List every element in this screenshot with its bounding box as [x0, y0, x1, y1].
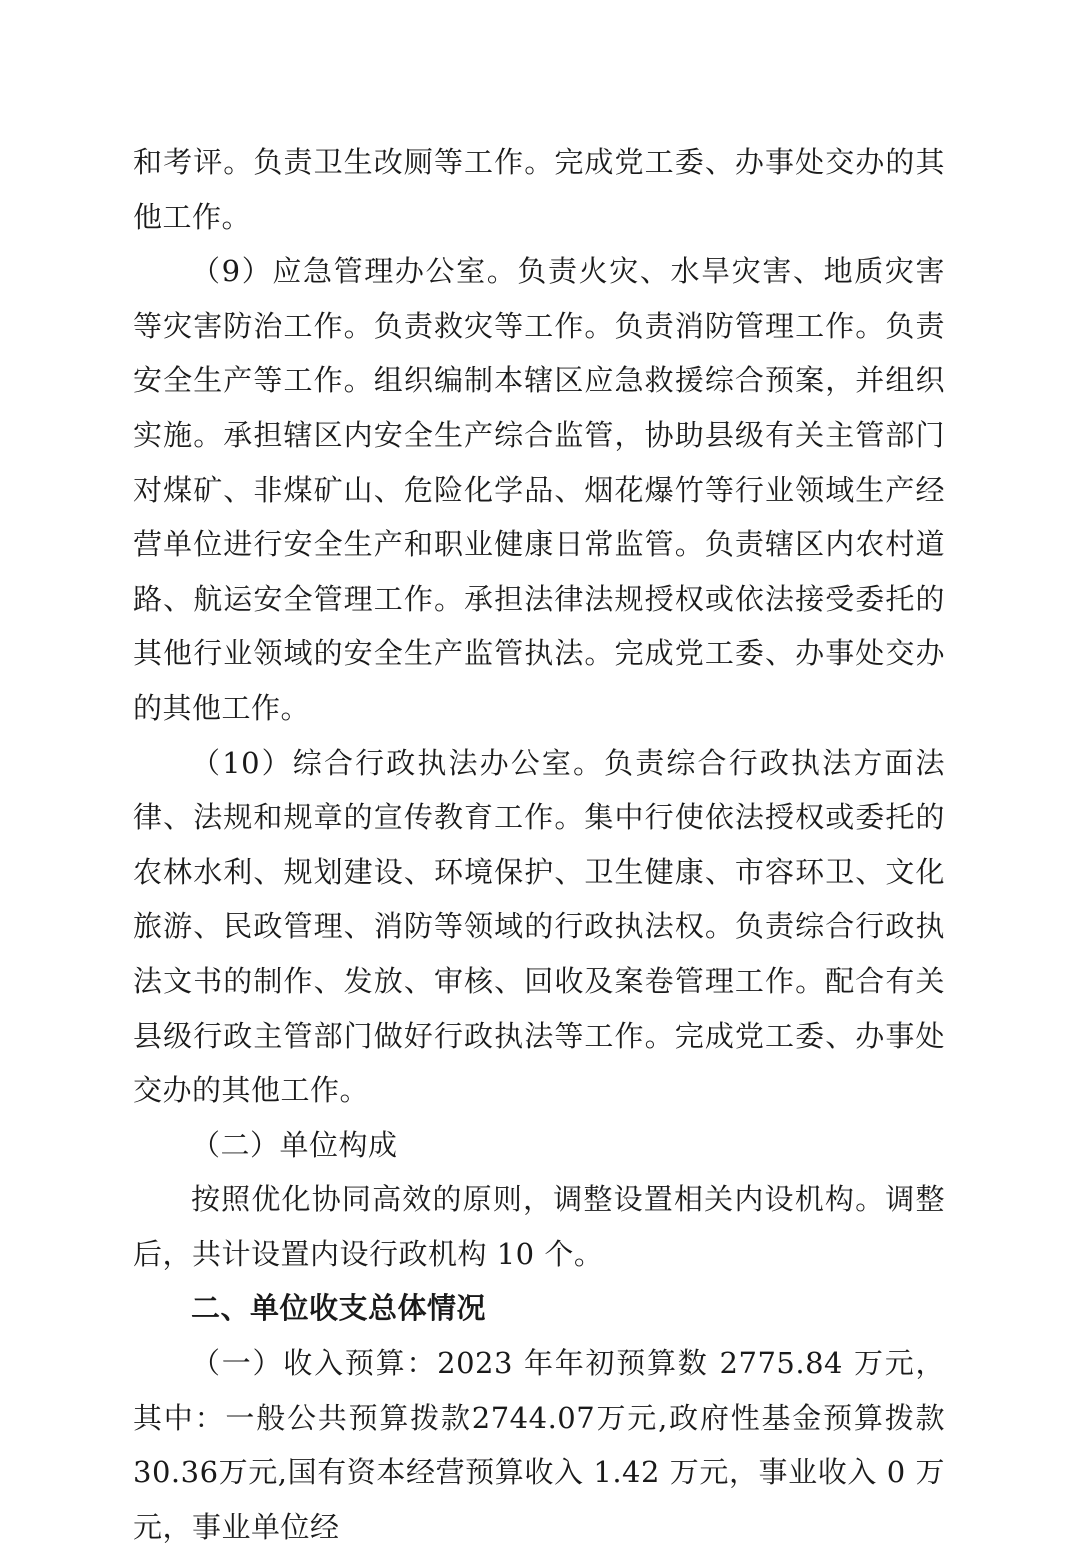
paragraph-income-budget: （一）收入预算：2023 年年初预算数 2775.84 万元，其中：一般公共预算拨款2744.07万元,政府性基金预算拨款30.36万元,国有资本经营预算收入 1.42 万元，事业收入 0 万元，事业单位经	[133, 1346, 945, 1544]
document-body	[133, 135, 945, 1554]
paragraph-unit-composition: 按照优化协同高效的原则，调整设置相关内设机构。调整后，共计设置内设行政机构 10 个。	[133, 1182, 945, 1271]
section-heading-income-expenditure: 二、单位收支总体情况	[191, 1291, 487, 1326]
subheading-unit-composition: （二）单位构成	[191, 1127, 398, 1162]
paragraph-continuation: 和考评。负责卫生改厕等工作。完成党工委、办事处交办的其他工作。	[133, 145, 945, 234]
paragraph-emergency-office: （9）应急管理办公室。负责火灾、水旱灾害、地质灾害等灾害防治工作。负责救灾等工作。负责消防管理工作。负责安全生产等工作。组织编制本辖区应急救援综合预案，并组织实施。承担辖区内安全生产综合监管，协助县级有关主管部门对煤矿、非煤矿山、危险化学品、烟花爆竹等行业领域生产经营单位进行安全生产和职业健康日常监管。负责辖区内农村道路、航运安全管理工作。承担法律法规授权或依法接受委托的其他行业领域的安全生产监管执法。完成党工委、办事处交办的其他工作。	[133, 254, 945, 725]
paragraph-law-enforcement-office: （10）综合行政执法办公室。负责综合行政执法方面法律、法规和规章的宣传教育工作。集中行使依法授权或委托的农林水利、规划建设、环境保护、卫生健康、市容环卫、文化旅游、民政管理、消防等领域的行政执法权。负责综合行政执法文书的制作、发放、审核、回收及案卷管理工作。配合有关县级行政主管部门做好行政执法等工作。完成党工委、办事处交办的其他工作。	[133, 745, 945, 1108]
